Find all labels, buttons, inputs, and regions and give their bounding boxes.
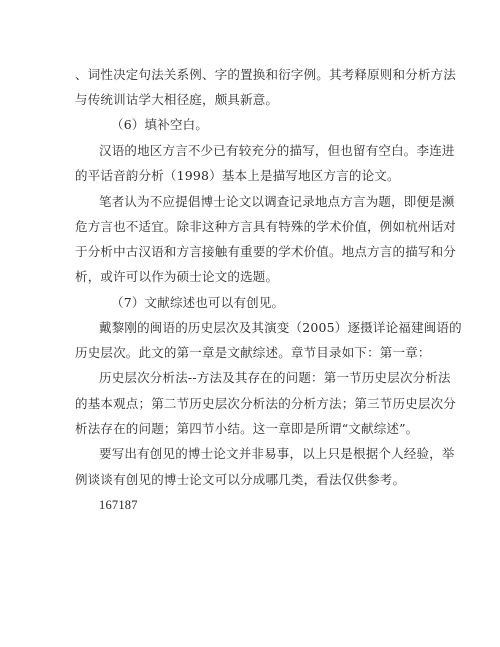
text-line: 的基本观点；第二节历史层次分析法的分析方法；第三节历史层次分	[75, 396, 457, 411]
text-line: 汉语的地区方言不少已有较充分的描写，但也留有空白。李连进	[99, 143, 455, 158]
text-line: 的平话音韵分析（1998）基本上是描写地区方言的论文。	[75, 168, 400, 183]
text-line: 析法存在的问题；第四节小结。这一章即是所谓“文献综述”。	[75, 421, 419, 436]
text-line: 、词性决定句法关系例、字的置换和衍字例。其考释原则和分析方法	[75, 67, 457, 82]
text-line: 要写出有创见的博士论文并非易事，以上只是根据个人经验，举	[99, 446, 455, 461]
text-line: 笔者认为不应提倡博士论文以调查记录地点方言为题，即便是濒	[99, 194, 455, 209]
text-line: 历史层次分析法--方法及其存在的问题：第一节历史层次分析法	[99, 370, 451, 385]
text-line: 例谈谈有创见的博士论文可以分成哪几类，看法仅供参考。	[75, 472, 406, 487]
page-number: 167187	[99, 498, 138, 512]
text-line: 与传统训诂学大相径庭，颇具新意。	[75, 92, 279, 107]
text-line: 析，或许可以作为硕士论文的选题。	[75, 269, 279, 284]
text-line: 历史层次。此文的第一章是文献综述。章节目录如下：第一章：	[75, 345, 431, 360]
text-line: 戴黎刚的闽语的历史层次及其演变（2005）逐摄详论福建闽语的	[99, 320, 462, 335]
section-heading: （7）文献综述也可以有创见。	[111, 295, 285, 310]
section-heading: （6）填补空白。	[111, 117, 209, 132]
text-line: 危方言也不适宜。除非这种方言具有特殊的学术价值，例如杭州话对	[75, 219, 457, 234]
text-line: 于分析中古汉语和方言接触有重要的学术价值。地点方言的描写和分	[75, 244, 457, 259]
